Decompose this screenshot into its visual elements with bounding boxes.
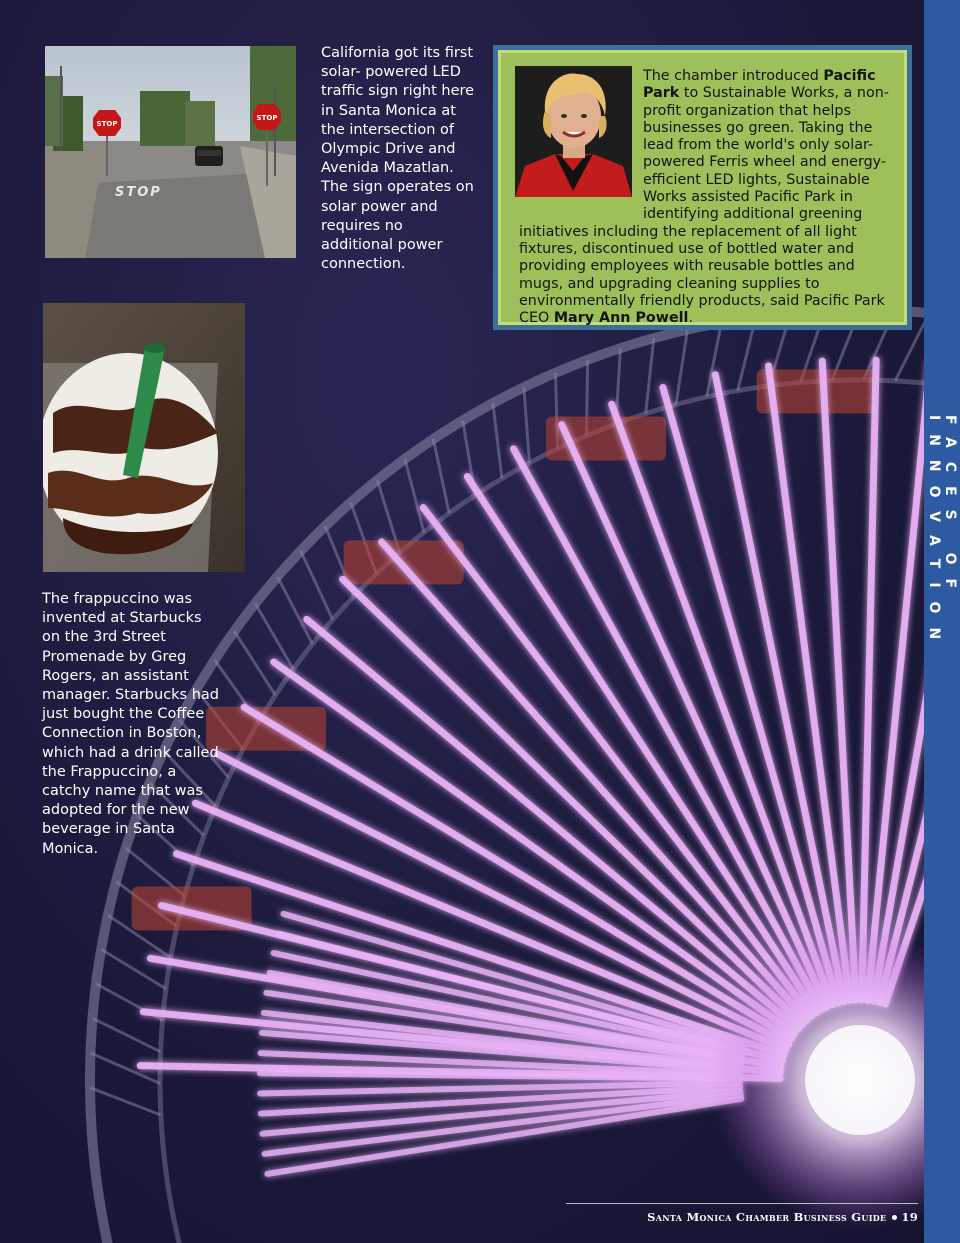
wheel-truss (676, 330, 687, 405)
portrait-spacer (519, 68, 643, 214)
story-end: . (688, 310, 694, 327)
wheel-hub (805, 1025, 915, 1135)
wheel-truss (101, 949, 166, 989)
footer-bullet (892, 1215, 897, 1220)
page-number: 19 (901, 1210, 918, 1224)
pacific-park-name: Pacific Park (643, 68, 876, 102)
solar-stop-sign-label: STOP (256, 114, 278, 122)
ceo-name: Mary Ann Powell (553, 310, 689, 327)
solar-sign-caption: California got its first solar- powered LED traffic sign right here in Santa Monica at the intersection of Olympic Drive and Avenida Mazatlan. The sign operates on solar power and requires no additional power connection. (321, 45, 475, 273)
frappuccino-photo (43, 303, 245, 572)
footer-divider (566, 1203, 918, 1204)
wheel-spoke (612, 404, 833, 1005)
wheel-truss (493, 403, 502, 478)
wheel-truss (234, 631, 275, 695)
wheel-truss (524, 387, 530, 463)
pacific-park-story (519, 68, 895, 327)
section-label-text: FACES OF INNOVATION (926, 415, 958, 654)
street-stop-sign-photo (45, 46, 296, 258)
story-intro: The chamber introduced (643, 68, 824, 84)
publication-name: Santa Monica Chamber Business Guide (647, 1210, 887, 1224)
wheel-truss (90, 1088, 161, 1115)
wheel-truss (646, 338, 654, 413)
wheel-truss (301, 551, 333, 620)
story-body: to Sustainable Works, a non-profit organization that helps businesses go green. Taking the lead from the world's only solar-powered Ferris wheel and energy-efficient LED lights, Sustainable Works assisted Pacific Park in identifying additional greening initiatives including the replacement of all light fixtures, discontinued use of bottled water and providing employees with reusable bottles and mugs, and upgrading cleaning supplies to environmentally friendly products, said Pacific Park CEO (519, 85, 889, 327)
section-label (924, 415, 960, 855)
wheel-truss (405, 459, 424, 532)
wheel-truss (92, 1018, 160, 1052)
stop-sign-label: STOP (96, 120, 118, 128)
road-stop-marking: STOP (115, 185, 162, 200)
page-footer (566, 1210, 918, 1224)
wheel-truss (433, 439, 449, 513)
wheel-truss (277, 577, 312, 644)
frappuccino-caption: The frappuccino was invented at Starbucks on the 3rd Street Promenade by Greg Rogers, an assistant manager. Starbucks had just bought the Coffee Connection in Boston, which had a drink called the Frappuccino, a catchy name that was adopted for the new beverage in Santa Monica. (42, 591, 220, 857)
